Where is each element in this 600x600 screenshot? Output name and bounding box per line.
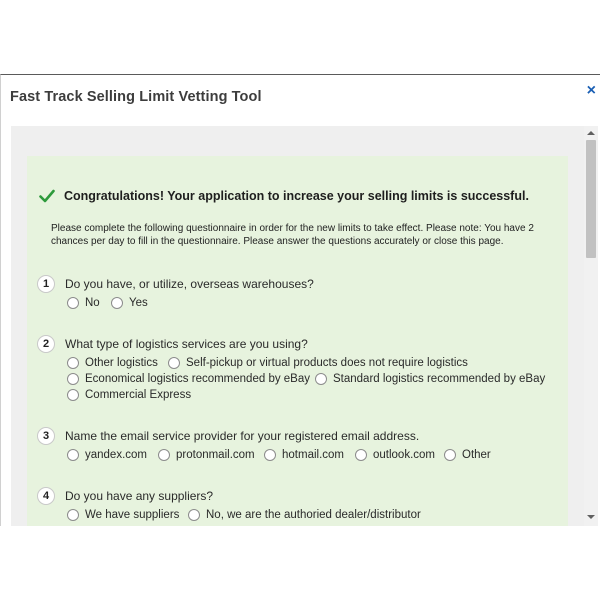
question-number: 1 [37, 275, 55, 293]
radio-option-outlook[interactable] [355, 449, 435, 461]
option-label: Commercial Express [85, 389, 192, 401]
close-button[interactable]: × [586, 82, 596, 99]
check-icon [39, 189, 55, 203]
radio-option-yandex[interactable] [67, 449, 147, 461]
option-label: yandex.com [85, 449, 148, 461]
radio-button[interactable] [67, 449, 79, 461]
radio-option-protonmail[interactable] [158, 449, 255, 461]
radio-button[interactable] [67, 297, 79, 309]
option-label: Economical logistics recommended by eBay [85, 373, 310, 385]
radio-button[interactable] [444, 449, 456, 461]
option-label: Other [462, 449, 491, 461]
radio-button[interactable] [168, 357, 180, 369]
radio-option-other-logistics[interactable] [67, 357, 158, 369]
radio-button[interactable] [264, 449, 276, 461]
radio-button[interactable] [67, 389, 79, 401]
question-text: Do you have any suppliers? [65, 489, 214, 503]
option-label: Standard logistics recommended by eBay [333, 373, 546, 385]
scrollbar-thumb[interactable] [586, 140, 596, 258]
option-label: Yes [129, 297, 148, 309]
option-label: protonmail.com [176, 449, 255, 461]
option-label: hotmail.com [282, 449, 344, 461]
option-label: Self-pickup or virtual products does not require logistics [186, 357, 468, 369]
scroll-down-arrow-icon[interactable] [587, 515, 595, 519]
radio-option-other-email[interactable] [444, 449, 491, 461]
dialog-title: Fast Track Selling Limit Vetting Tool [10, 89, 262, 105]
question-number: 2 [37, 335, 55, 353]
radio-option-yes[interactable] [111, 297, 148, 309]
vertical-scrollbar[interactable] [584, 126, 598, 526]
option-label: No [85, 297, 100, 309]
dialog-content [11, 126, 598, 526]
radio-button[interactable] [67, 373, 79, 385]
radio-option-economical-logistics[interactable] [67, 373, 310, 385]
option-label: outlook.com [373, 449, 436, 461]
question-text: What type of logistics services are you using? [65, 337, 308, 351]
radio-option-commercial-express[interactable] [67, 389, 191, 401]
radio-button[interactable] [158, 449, 170, 461]
question-number: 4 [37, 487, 55, 505]
option-label: Other logistics [85, 357, 158, 369]
radio-option-no[interactable] [67, 297, 100, 309]
radio-button[interactable] [67, 509, 79, 521]
option-label: We have suppliers [85, 509, 180, 521]
question-text: Do you have, or utilize, overseas warehouses? [65, 277, 314, 291]
questionnaire-panel [27, 156, 568, 526]
radio-button[interactable] [188, 509, 200, 521]
radio-option-self-pickup[interactable] [168, 357, 468, 369]
vetting-dialog [0, 74, 600, 526]
radio-option-have-suppliers[interactable] [67, 509, 179, 521]
radio-button[interactable] [111, 297, 123, 309]
radio-option-standard-logistics[interactable] [315, 373, 545, 385]
instructions-text: Please complete the following questionnaire in order for the new limits to take effect. Please note: You have 2 chances per day to fill in the questionnaire. Please answer the questions accurately or close this page. [51, 223, 534, 247]
scroll-up-arrow-icon[interactable] [587, 131, 595, 135]
question-number: 3 [37, 427, 55, 445]
radio-button[interactable] [355, 449, 367, 461]
radio-option-authorized-dealer[interactable] [188, 509, 421, 521]
success-message: Congratulations! Your application to increase your selling limits is successful. [64, 189, 529, 203]
radio-option-hotmail[interactable] [264, 449, 344, 461]
success-message-row [39, 189, 529, 203]
radio-button[interactable] [315, 373, 327, 385]
question-text: Name the email service provider for your registered email address. [65, 429, 420, 443]
radio-button[interactable] [67, 357, 79, 369]
option-label: No, we are the authoried dealer/distributor [206, 509, 421, 521]
